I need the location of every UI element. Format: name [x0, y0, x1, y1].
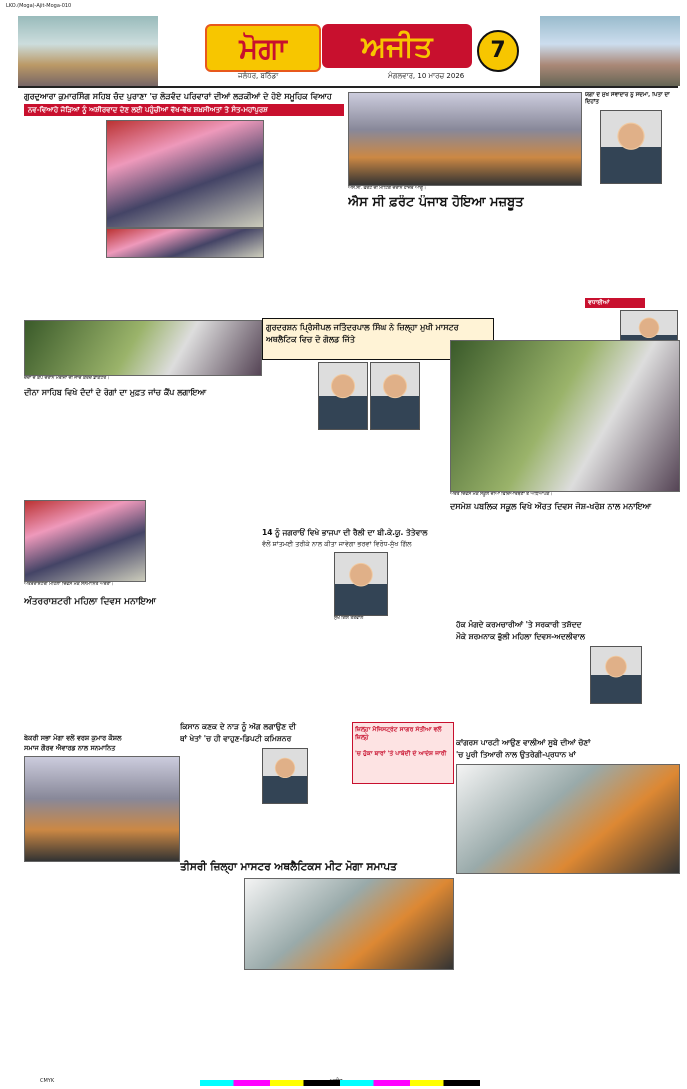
- cow-headline-2: ਸਮਾਜ ਗੌਰਵ ਐਵਾਰਡ ਨਾਲ ਸਨਮਾਨਿਤ: [24, 744, 116, 752]
- sc-front-text: [348, 214, 580, 334]
- athletics-text-bottom: [244, 972, 452, 1072]
- masthead-rule: [18, 86, 678, 88]
- magistrate-text: [352, 786, 452, 858]
- right-bottom-text: [456, 876, 678, 1072]
- slug-line: LKO.(Moga)-Ajit-Moga-010: [6, 3, 72, 9]
- bku-text-col-1: [262, 552, 330, 722]
- cow-photo: [24, 756, 180, 862]
- dental-caption: ਦੰਦਾਂ ਦੇ ਕੈਂਪ ਦੌਰਾਨ ਮਰੀਜ਼ਾਂ ਦੀ ਜਾਂਚ ਕਰਦੇ ਡਾਕਟਰ।: [24, 376, 110, 381]
- teachers-headline: ਗੁਰਦਰਸ਼ਨ ਪ੍ਰਿੰਸੀਪਲ ਜਤਿੰਦਰਪਾਲ ਸਿੰਘ ਨੇ ਜ਼ਿਲ੍ਹਾ ਮੁਖੀ ਮਾਸਟਰ ਅਥਲੈਟਿਕ ਵਿਚ ਦੋ ਗੋਲਡ ਜਿੱਤੇ: [266, 323, 459, 344]
- bku-subline: ਵੱਲੋਂ ਸ਼ਾਂਤਮਈ ਤਰੀਕੇ ਨਾਲ ਕੀਤਾ ਜਾਵੇਗਾ ਭਰਵਾਂ ਵਿਰੋਧ-ਸੁੱਖ ਗਿੱਲ: [262, 540, 412, 548]
- masthead-left-title: ਮੋਗਾ: [239, 31, 287, 65]
- dental-text: [24, 400, 260, 500]
- masthead-right-box: [322, 24, 472, 68]
- womens-day-photo: [24, 500, 146, 582]
- teachers-portrait-2: [370, 362, 420, 430]
- athletics-photo: [244, 878, 454, 970]
- darshan-caption: ਔਰਤ ਦਿਵਸ ਮੌਕੇ ਸਕੂਲ ਦੀਆਂ ਵਿਦਿਆਰਥਣਾਂ ਤੇ ਅਧਿਆਪਕ।: [450, 492, 553, 497]
- congress-photo: [456, 764, 680, 874]
- edition-line: ਜਲੰਧਰ, ਬਠਿੰਡਾ: [238, 72, 279, 80]
- bku-text-col-2: [390, 552, 452, 722]
- right-mid-text: [456, 646, 576, 746]
- cow-headline-1: ਬੇਕਰੀ ਸਭਾ ਮੋਗਾ ਵਲੋਂ ਵਰਸ਼ ਕੁਮਾਰ ਕੌਸ਼ਲ: [24, 734, 122, 742]
- right-mid-headline-2: ਮੌਕੇ ਸ਼ਰਮਨਾਕ ਭੁੱਲੀ ਮਹਿਲਾ ਦਿਵਸ-ਅਦਲੀਵਾਲ: [456, 632, 585, 641]
- masthead-right-title: ਅਜੀਤ: [361, 29, 433, 63]
- right-mid-headline-4: 'ਚ ਪੂਰੀ ਤਿਆਰੀ ਨਾਲ ਉਤਰੇਗੀ-ਪ੍ਰਧਾਨ ਖਾਂ: [456, 750, 576, 759]
- athletics-text: [180, 878, 240, 1068]
- right-mid-text-top: [456, 518, 678, 618]
- page-number: 7: [477, 30, 519, 72]
- right-top-headline: ਯੋਗਾ ਦੇ ਮੁੱਖ ਸੇਵਾਦਾਰ ਨੂੰ ਸਦਮਾ, ਪਿਤਾ ਦਾ ਦਿਹਾਂਤ: [585, 92, 670, 105]
- lead-photo-group: [106, 228, 264, 258]
- kisan-headline-2: ਥਾਂ ਖੇਤਾਂ 'ਚ ਹੀ ਵਾਹੁਣ-ਡਿਪਟੀ ਕਮਿਸ਼ਨਰ: [180, 734, 292, 743]
- sc-front-headline: ਐਸ ਸੀ ਫ਼ਰੰਟ ਪੰਜਾਬ ਹੋਇਆ ਮਜ਼ਬੂਤ: [348, 195, 524, 210]
- bku-portrait: [334, 552, 388, 616]
- teachers-portrait-1: [318, 362, 368, 430]
- sc-front-photo: [348, 92, 582, 186]
- bku-headline: 14 ਨੂੰ ਜਗਰਾਓਂ ਵਿਖੇ ਭਾਜਪਾ ਦੀ ਰੈਲੀ ਦਾ ਬੀ.ਕੇ.ਯੂ. ਤੋਤੇਵਾਲ: [262, 528, 428, 537]
- teachers-text-col-2: [318, 432, 448, 502]
- right-mid-headline-3: ਕਾਂਗਰਸ ਪਾਰਟੀ ਆਉਣ ਵਾਲੀਆਂ ਸੂਬੇ ਦੀਆਂ ਚੋਣਾਂ: [456, 738, 591, 747]
- lead-text-bottom: [24, 258, 344, 318]
- kisan-portrait: [262, 748, 308, 804]
- right-top-badge: ਵਧਾਈਆਂ: [585, 298, 645, 308]
- lead-text-col-2: [264, 120, 344, 270]
- masthead-left-photo: [18, 16, 158, 86]
- womens-day-caption: ਅੰਤਰਰਾਸ਼ਟਰੀ ਮਹਿਲਾ ਦਿਵਸ ਮੌਕੇ ਸਨਮਾਨਿਤ ਔਰਤਾਂ।: [24, 582, 114, 587]
- sc-front-caption: ਐਸ.ਸੀ. ਫਰੰਟ ਦੀ ਮੀਟਿੰਗ ਦੌਰਾਨ ਹਾਜ਼ਰ ਆਗੂ।: [348, 186, 427, 191]
- teachers-text-col-1: [262, 362, 316, 502]
- athletics-headline: ਤੀਸਰੀ ਜ਼ਿਲ੍ਹਾ ਮਾਸਟਰ ਅਥਲੈਟਿਕਸ ਮੀਟ ਮੋਗਾ ਸਮਾਪਤ: [180, 861, 397, 873]
- right-mid-headline-1: ਹੱਕ ਮੰਗਦੇ ਕਰਮਚਾਰੀਆਂ 'ਤੇ ਸਰਕਾਰੀ ਤਸ਼ੱਦਦ: [456, 620, 582, 629]
- right-mid-portrait: [590, 646, 642, 704]
- cow-text: [24, 864, 178, 1074]
- color-bar: [200, 1080, 480, 1086]
- womens-day-text-top: [146, 500, 260, 590]
- lead-headline: ਗੁਰਦੁਆਰਾ ਕੁਮਾਰਸਿੰਗ ਸਹਿਬ ਚੰਦ ਪੁਰਾਣਾ 'ਚ ਲੋੜਵੰਦ ਪਰਿਵਾਰਾਂ ਦੀਆਂ ਲੜਕੀਆਂ ਦੇ ਹੋਏ ਸਮੂਹਿਕ ਵਿਆਹ: [24, 92, 332, 101]
- right-top-portrait: [600, 110, 662, 184]
- right-top-text: [585, 186, 681, 296]
- darshan-photo: [450, 340, 680, 492]
- womens-day-headline: ਅੰਤਰਰਾਸ਼ਟਰੀ ਮਹਿਲਾ ਦਿਵਸ ਮਨਾਇਆ: [24, 597, 156, 607]
- dental-top-photo: [24, 320, 262, 376]
- kisan-headline-1: ਕਿਸਾਨ ਕਣਕ ਦੇ ਨਾੜ ਨੂੰ ਅੱਗ ਲਗਾਉਣ ਦੀ: [180, 722, 296, 731]
- lead-subhead: ਨਵ-ਵਿਆਹੇ ਜੋੜਿਆਂ ਨੂੰ ਅਸ਼ੀਰਵਾਦ ਦੇਣ ਲਈ ਪਹੁੰਚੀਆਂ ਵੱਖ-ਵੱਖ ਸ਼ਖ਼ਸੀਅਤਾਂ ਤੇ ਸੰਤ-ਮਹਾਂਪੁਰਸ਼: [24, 104, 344, 116]
- footer-cmyk: CMYK: [40, 1078, 55, 1084]
- masthead-left-box: [205, 24, 321, 72]
- bku-portrait-caption: ਸੁੱਖ ਗਿੱਲ ਤੋਤੇਵਾਲ: [334, 616, 364, 621]
- date-line: ਮੰਗਲਵਾਰ, 10 ਮਾਰਚ 2026: [388, 72, 465, 80]
- magistrate-headline-1: ਜ਼ਿਲ੍ਹਾ ਮੈਜਿਸਟ੍ਰੇਟ ਸਾਗਰ ਸੇਤੀਆ ਵਲੋਂ ਜ਼ਿਲ੍ਹੇ: [355, 726, 442, 741]
- darshan-headline: ਦਸਮੇਸ਼ ਪਬਲਿਕ ਸਕੂਲ ਵਿਖੇ ਔਰਤ ਦਿਵਸ ਜੋਸ਼-ਖਰੋਸ਼ ਨਾਲ ਮਨਾਇਆ: [450, 502, 652, 511]
- lead-photo-wedding: [106, 120, 264, 228]
- kisan-text-col-2: [262, 806, 350, 858]
- womens-day-text: [24, 610, 190, 730]
- dental-headline: ਦੀਨਾ ਸਾਹਿਬ ਵਿਖੇ ਦੰਦਾਂ ਦੇ ਰੋਗਾਂ ਦਾ ਮੁਫ਼ਤ ਜਾਂਚ ਕੈਂਪ ਲਗਾਇਆ: [24, 388, 207, 397]
- masthead-right-photo: [540, 16, 680, 86]
- kisan-text-col-1: [180, 748, 260, 858]
- magistrate-headline-2: 'ਚ ਹੁੱਕਾ ਬਾਰਾਂ 'ਤੇ ਪਾਬੰਦੀ ਦੇ ਆਦੇਸ਼ ਜਾਰੀ: [355, 750, 447, 757]
- lead-text-col-1: [24, 120, 104, 270]
